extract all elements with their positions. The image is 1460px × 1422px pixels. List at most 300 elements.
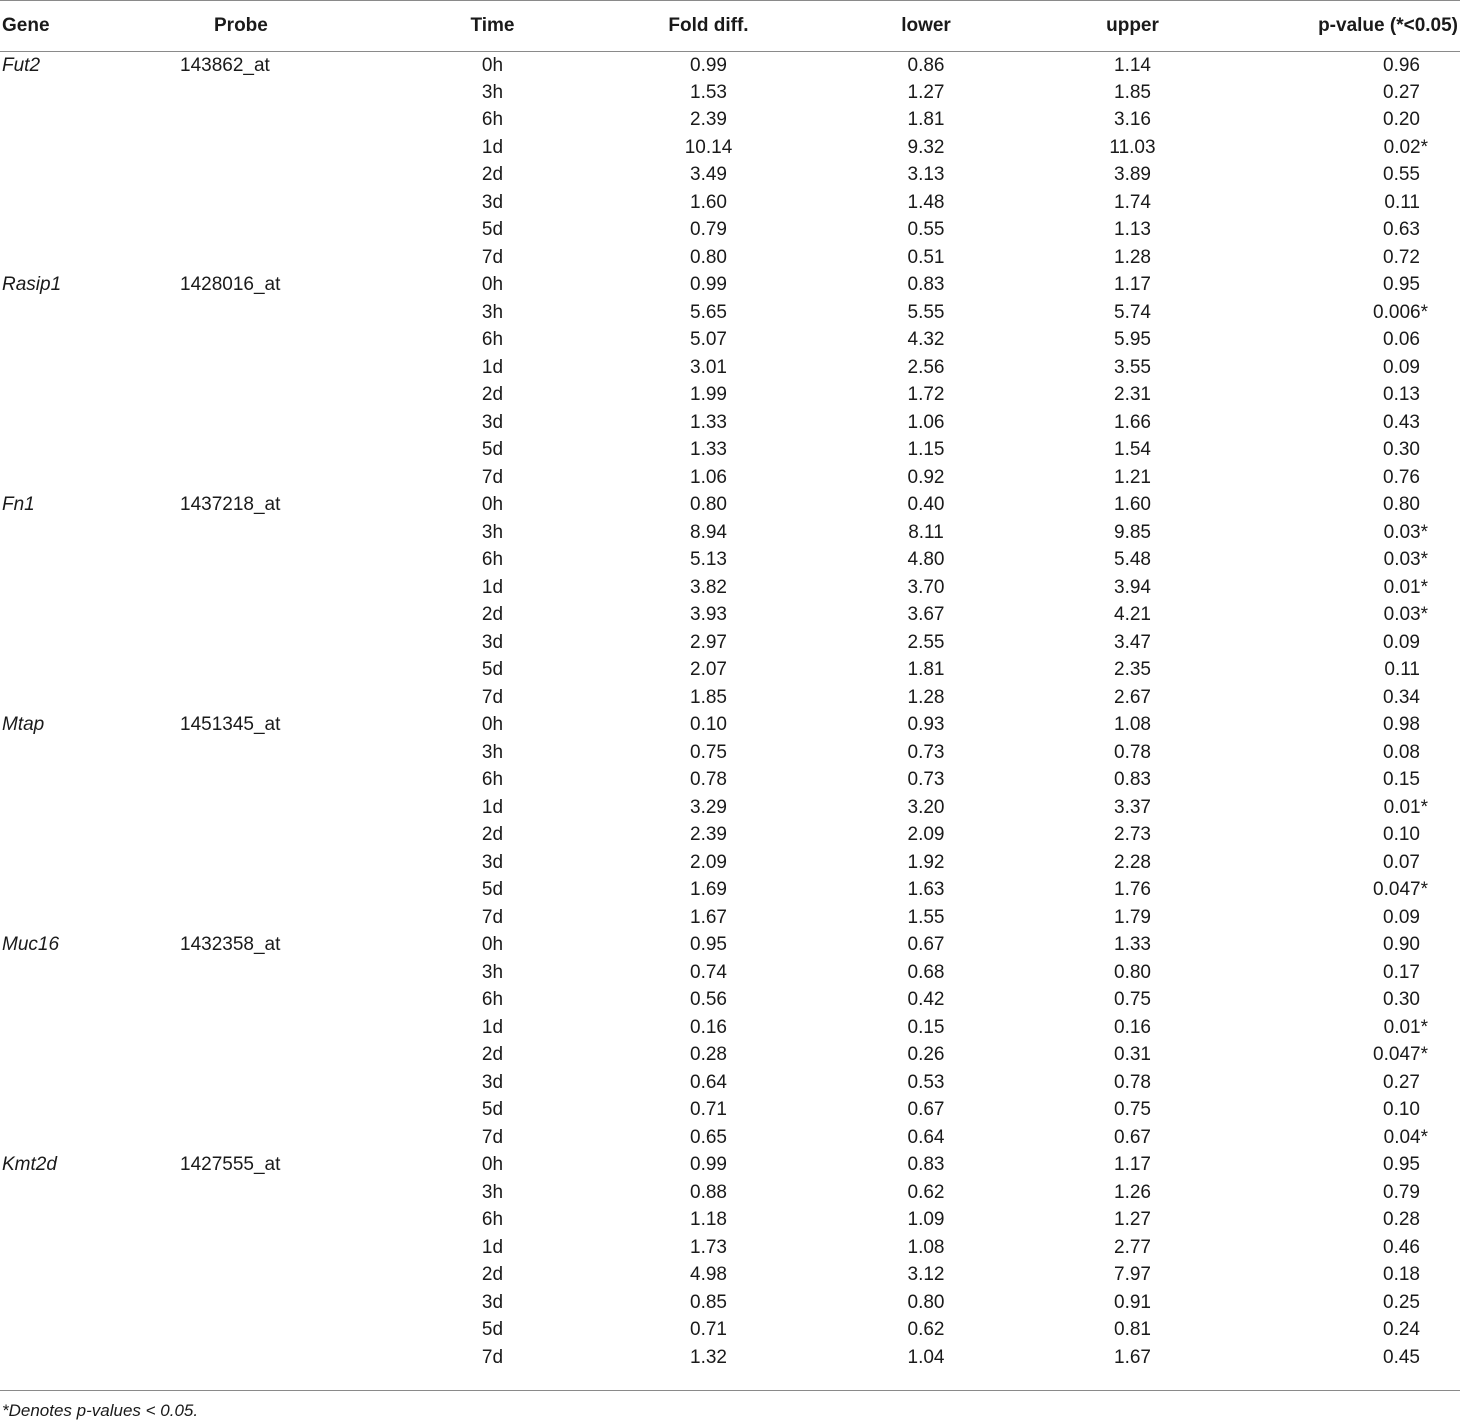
p-value-cell: 0.43	[1383, 411, 1420, 433]
probe-cell	[180, 932, 400, 960]
upper-cell: 3.94	[1114, 576, 1151, 598]
time-cell: 2d	[481, 164, 504, 186]
gene-cell	[0, 1317, 180, 1345]
upper-cell: 1.13	[1114, 219, 1151, 241]
time-cell: 1d	[481, 1236, 504, 1258]
gene-cell	[0, 519, 180, 547]
p-value-cell: 0.01*	[1383, 576, 1428, 598]
p-value-cell: 0.06	[1383, 329, 1420, 351]
table-row	[0, 134, 1460, 162]
upper-cell: 2.67	[1114, 686, 1151, 708]
fold-diff-cell: 4.98	[690, 1264, 727, 1286]
lower-cell: 3.13	[907, 164, 945, 186]
lower-cell: 0.86	[907, 54, 945, 76]
lower-cell: 1.81	[907, 109, 945, 131]
gene-cell	[0, 822, 180, 850]
upper-cell: 1.66	[1114, 411, 1151, 433]
time-cell: 2d	[481, 1044, 504, 1066]
fold-diff-cell: 0.71	[690, 1319, 727, 1341]
time-cell: 5d	[481, 659, 504, 681]
gene-cell	[0, 1069, 180, 1097]
table-row	[0, 1097, 1460, 1125]
probe-id: 1427555_at	[180, 1154, 281, 1176]
probe-cell	[180, 79, 400, 107]
fold-diff-cell: 0.78	[690, 769, 727, 791]
p-value-cell: 0.04*	[1383, 1126, 1428, 1148]
table-row	[0, 1289, 1460, 1317]
lower-cell: 1.08	[907, 1236, 945, 1258]
table-row	[0, 904, 1460, 932]
table-footer	[0, 1390, 1460, 1421]
p-value-cell: 0.55	[1383, 164, 1420, 186]
gene-cell	[0, 574, 180, 602]
lower-cell: 0.62	[907, 1319, 945, 1341]
time-cell: 1d	[481, 1016, 504, 1038]
lower-cell: 8.11	[908, 521, 944, 543]
probe-cell	[180, 574, 400, 602]
probe-cell	[180, 877, 400, 905]
fold-diff-cell: 1.73	[690, 1236, 727, 1258]
header-fold-diff: Fold diff.	[585, 1, 832, 52]
lower-cell: 0.67	[907, 1099, 945, 1121]
upper-cell: 1.60	[1114, 494, 1151, 516]
table-row	[0, 1179, 1460, 1207]
fold-diff-cell: 1.85	[690, 686, 727, 708]
lower-cell: 0.67	[907, 934, 945, 956]
fold-diff-cell: 5.13	[690, 549, 727, 571]
table-row	[0, 1152, 1460, 1180]
gene-cell	[0, 1124, 180, 1152]
upper-cell: 0.75	[1114, 989, 1151, 1011]
lower-cell: 1.04	[907, 1346, 945, 1368]
lower-cell: 1.27	[907, 81, 945, 103]
lower-cell: 5.55	[907, 301, 945, 323]
table-row	[0, 877, 1460, 905]
table-row	[0, 712, 1460, 740]
footnote: *Denotes p-values < 0.05.	[2, 1401, 199, 1420]
p-value-cell: 0.95	[1383, 274, 1420, 296]
upper-cell: 1.21	[1114, 466, 1151, 488]
fold-diff-cell: 0.71	[690, 1099, 727, 1121]
upper-cell: 1.17	[1114, 274, 1151, 296]
upper-cell: 1.14	[1114, 54, 1151, 76]
table-row	[0, 244, 1460, 272]
probe-cell	[180, 547, 400, 575]
probe-cell	[180, 657, 400, 685]
probe-cell	[180, 1317, 400, 1345]
p-value-cell: 0.17	[1383, 961, 1420, 983]
time-cell: 3h	[481, 741, 504, 763]
probe-cell	[180, 712, 400, 740]
upper-cell: 1.76	[1114, 879, 1151, 901]
lower-cell: 3.12	[907, 1264, 945, 1286]
gene-cell	[0, 437, 180, 465]
upper-cell: 5.95	[1114, 329, 1151, 351]
probe-cell	[180, 134, 400, 162]
header-probe: Probe	[180, 1, 400, 52]
gene-name: Fut2	[2, 54, 41, 76]
time-cell: 0h	[481, 54, 504, 76]
fold-diff-cell: 0.79	[690, 219, 727, 241]
table-row	[0, 492, 1460, 520]
time-cell: 2d	[481, 1264, 504, 1286]
p-value-cell: 0.20	[1383, 109, 1420, 131]
gene-name: Rasip1	[2, 274, 62, 296]
upper-cell: 0.80	[1114, 961, 1151, 983]
table-row	[0, 519, 1460, 547]
table-body	[0, 52, 1460, 1372]
upper-cell: 7.97	[1114, 1264, 1151, 1286]
probe-cell	[180, 189, 400, 217]
table-row	[0, 464, 1460, 492]
probe-cell	[180, 1234, 400, 1262]
upper-cell: 0.78	[1114, 1071, 1151, 1093]
p-value-cell: 0.25	[1383, 1291, 1420, 1313]
fold-diff-cell: 0.64	[690, 1071, 727, 1093]
lower-cell: 0.42	[907, 989, 945, 1011]
lower-cell: 0.62	[907, 1181, 945, 1203]
gene-cell	[0, 107, 180, 135]
time-cell: 7d	[481, 466, 504, 488]
p-value-cell: 0.08	[1383, 741, 1420, 763]
time-cell: 5d	[481, 879, 504, 901]
p-value-cell: 0.03*	[1383, 521, 1428, 543]
time-cell: 6h	[481, 769, 504, 791]
time-cell: 1d	[481, 356, 504, 378]
gene-cell	[0, 739, 180, 767]
lower-cell: 1.72	[907, 384, 945, 406]
probe-cell	[180, 987, 400, 1015]
probe-cell	[180, 272, 400, 300]
lower-cell: 2.55	[907, 631, 945, 653]
lower-cell: 2.09	[907, 824, 945, 846]
gene-name: Mtap	[2, 714, 45, 736]
gene-cell	[0, 1042, 180, 1070]
probe-id: 1428016_at	[180, 274, 281, 296]
table-row	[0, 849, 1460, 877]
p-value-cell: 0.27	[1383, 1071, 1420, 1093]
lower-cell: 1.06	[907, 411, 945, 433]
table-row	[0, 1344, 1460, 1372]
table-row	[0, 767, 1460, 795]
fold-diff-cell: 2.09	[690, 851, 727, 873]
p-value-cell: 0.80	[1383, 494, 1420, 516]
upper-cell: 3.16	[1114, 109, 1151, 131]
probe-cell	[180, 1262, 400, 1290]
table-row	[0, 629, 1460, 657]
p-value-cell: 0.047*	[1373, 1044, 1428, 1066]
gene-cell	[0, 354, 180, 382]
lower-cell: 0.83	[907, 274, 945, 296]
table-row	[0, 52, 1460, 80]
fold-diff-cell: 0.74	[690, 961, 727, 983]
gene-cell	[0, 1152, 180, 1180]
upper-cell: 2.77	[1114, 1236, 1151, 1258]
time-cell: 3d	[481, 411, 504, 433]
lower-cell: 0.64	[907, 1126, 945, 1148]
upper-cell: 1.28	[1114, 246, 1151, 268]
lower-cell: 0.83	[907, 1154, 945, 1176]
probe-cell	[180, 1289, 400, 1317]
lower-cell: 1.28	[907, 686, 945, 708]
gene-cell	[0, 657, 180, 685]
gene-cell	[0, 244, 180, 272]
p-value-cell: 0.76	[1383, 466, 1420, 488]
table-row	[0, 1014, 1460, 1042]
gene-cell	[0, 767, 180, 795]
p-value-cell: 0.46	[1383, 1236, 1420, 1258]
upper-cell: 1.79	[1114, 906, 1151, 928]
table-row	[0, 574, 1460, 602]
probe-cell	[180, 684, 400, 712]
time-cell: 0h	[481, 714, 504, 736]
header-gene: Gene	[0, 1, 180, 52]
table-row	[0, 739, 1460, 767]
upper-cell: 0.81	[1114, 1319, 1151, 1341]
gene-cell	[0, 684, 180, 712]
gene-cell	[0, 382, 180, 410]
lower-cell: 1.81	[907, 659, 945, 681]
time-cell: 0h	[481, 274, 504, 296]
probe-cell	[180, 354, 400, 382]
gene-cell	[0, 904, 180, 932]
time-cell: 3d	[481, 851, 504, 873]
lower-cell: 0.51	[907, 246, 945, 268]
probe-cell	[180, 629, 400, 657]
probe-cell	[180, 327, 400, 355]
fold-diff-cell: 0.95	[690, 934, 727, 956]
upper-cell: 9.85	[1114, 521, 1151, 543]
time-cell: 1d	[481, 136, 504, 158]
lower-cell: 3.70	[907, 576, 945, 598]
table-header	[0, 1, 1460, 52]
lower-cell: 0.93	[907, 714, 945, 736]
upper-cell: 1.26	[1114, 1181, 1151, 1203]
fold-diff-cell: 1.33	[690, 411, 727, 433]
probe-cell	[180, 602, 400, 630]
probe-cell	[180, 822, 400, 850]
time-cell: 1d	[481, 576, 504, 598]
upper-cell: 0.83	[1114, 769, 1151, 791]
gene-cell	[0, 932, 180, 960]
upper-cell: 0.16	[1114, 1016, 1151, 1038]
probe-cell	[180, 959, 400, 987]
upper-cell: 1.74	[1114, 191, 1151, 213]
p-value-cell: 0.30	[1383, 439, 1420, 461]
gene-cell	[0, 629, 180, 657]
gene-cell	[0, 712, 180, 740]
time-cell: 3d	[481, 631, 504, 653]
gene-cell	[0, 1262, 180, 1290]
fold-diff-cell: 1.60	[690, 191, 727, 213]
gene-cell	[0, 987, 180, 1015]
upper-cell: 1.17	[1114, 1154, 1151, 1176]
probe-cell	[180, 52, 400, 80]
probe-cell	[180, 1344, 400, 1372]
probe-cell	[180, 464, 400, 492]
lower-cell: 1.55	[907, 906, 945, 928]
table-row	[0, 1207, 1460, 1235]
fold-diff-cell: 3.82	[690, 576, 727, 598]
lower-cell: 1.63	[907, 879, 945, 901]
lower-cell: 0.92	[907, 466, 945, 488]
upper-cell: 5.48	[1114, 549, 1151, 571]
p-value-cell: 0.07	[1383, 851, 1420, 873]
time-cell: 3h	[481, 1181, 504, 1203]
probe-cell	[180, 1042, 400, 1070]
gene-cell	[0, 464, 180, 492]
time-cell: 3d	[481, 1071, 504, 1093]
upper-cell: 0.31	[1114, 1044, 1151, 1066]
lower-cell: 0.73	[907, 741, 945, 763]
lower-cell: 1.92	[907, 851, 945, 873]
time-cell: 3h	[481, 961, 504, 983]
time-cell: 3d	[481, 1291, 504, 1313]
lower-cell: 4.32	[907, 329, 945, 351]
lower-cell: 0.68	[907, 961, 945, 983]
header-time: Time	[400, 1, 585, 52]
table-row	[0, 987, 1460, 1015]
lower-cell: 4.80	[907, 549, 945, 571]
header-lower: lower	[832, 1, 1020, 52]
gene-name: Fn1	[2, 494, 35, 516]
upper-cell: 4.21	[1114, 604, 1151, 626]
lower-cell: 0.53	[907, 1071, 945, 1093]
table-row	[0, 1042, 1460, 1070]
fold-diff-cell: 1.53	[690, 81, 727, 103]
fold-diff-cell: 2.07	[690, 659, 727, 681]
gene-cell	[0, 52, 180, 80]
gene-cell	[0, 1014, 180, 1042]
fold-diff-cell: 1.99	[690, 384, 727, 406]
table-row	[0, 1262, 1460, 1290]
fold-diff-cell: 0.16	[690, 1016, 727, 1038]
probe-cell	[180, 217, 400, 245]
p-value-cell: 0.10	[1383, 824, 1420, 846]
table-row	[0, 299, 1460, 327]
header-upper: upper	[1020, 1, 1245, 52]
probe-cell	[180, 1014, 400, 1042]
fold-diff-cell: 1.32	[690, 1346, 727, 1368]
table-row	[0, 437, 1460, 465]
fold-diff-cell: 0.99	[690, 54, 727, 76]
time-cell: 7d	[481, 686, 504, 708]
table-row	[0, 217, 1460, 245]
fold-diff-cell: 0.99	[690, 274, 727, 296]
fold-diff-cell: 0.85	[690, 1291, 727, 1313]
upper-cell: 2.73	[1114, 824, 1151, 846]
upper-cell: 0.91	[1114, 1291, 1151, 1313]
table-row	[0, 1234, 1460, 1262]
gene-cell	[0, 1234, 180, 1262]
probe-id: 1451345_at	[180, 714, 281, 736]
p-value-cell: 0.90	[1383, 934, 1420, 956]
gene-cell	[0, 1179, 180, 1207]
table-row	[0, 1124, 1460, 1152]
probe-cell	[180, 1152, 400, 1180]
table-row	[0, 932, 1460, 960]
time-cell: 0h	[481, 1154, 504, 1176]
time-cell: 7d	[481, 1346, 504, 1368]
table-row	[0, 959, 1460, 987]
probe-cell	[180, 519, 400, 547]
p-value-cell: 0.09	[1383, 906, 1420, 928]
probe-id: 1437218_at	[180, 494, 281, 516]
probe-cell	[180, 382, 400, 410]
time-cell: 3h	[481, 81, 504, 103]
upper-cell: 1.54	[1114, 439, 1151, 461]
upper-cell: 0.67	[1114, 1126, 1151, 1148]
upper-cell: 2.28	[1114, 851, 1151, 873]
time-cell: 5d	[481, 219, 504, 241]
time-cell: 6h	[481, 329, 504, 351]
gene-cell	[0, 1289, 180, 1317]
probe-cell	[180, 437, 400, 465]
table-row	[0, 602, 1460, 630]
fold-diff-cell: 0.10	[690, 714, 727, 736]
table-row	[0, 547, 1460, 575]
p-value-cell: 0.09	[1383, 631, 1420, 653]
time-cell: 3h	[481, 301, 504, 323]
p-value-cell: 0.11	[1384, 191, 1420, 213]
p-value-cell: 0.98	[1383, 714, 1420, 736]
fold-diff-cell: 3.93	[690, 604, 727, 626]
upper-cell: 1.85	[1114, 81, 1151, 103]
time-cell: 7d	[481, 1126, 504, 1148]
time-cell: 3d	[481, 191, 504, 213]
time-cell: 7d	[481, 246, 504, 268]
table-row	[0, 1069, 1460, 1097]
table-row	[0, 657, 1460, 685]
probe-cell	[180, 794, 400, 822]
p-value-cell: 0.63	[1383, 219, 1420, 241]
gene-cell	[0, 299, 180, 327]
upper-cell: 0.78	[1114, 741, 1151, 763]
table-row	[0, 822, 1460, 850]
time-cell: 7d	[481, 906, 504, 928]
gene-cell	[0, 1344, 180, 1372]
probe-cell	[180, 739, 400, 767]
fold-diff-cell: 0.65	[690, 1126, 727, 1148]
gene-cell	[0, 877, 180, 905]
fold-diff-cell: 0.80	[690, 494, 727, 516]
time-cell: 5d	[481, 439, 504, 461]
probe-cell	[180, 767, 400, 795]
p-value-cell: 0.01*	[1383, 796, 1428, 818]
p-value-cell: 0.01*	[1383, 1016, 1428, 1038]
p-value-cell: 0.30	[1383, 989, 1420, 1011]
table-row	[0, 107, 1460, 135]
time-cell: 6h	[481, 989, 504, 1011]
time-cell: 2d	[481, 384, 504, 406]
fold-diff-cell: 0.80	[690, 246, 727, 268]
gene-cell	[0, 217, 180, 245]
p-value-cell: 0.10	[1383, 1099, 1420, 1121]
probe-cell	[180, 492, 400, 520]
p-value-cell: 0.72	[1383, 246, 1420, 268]
lower-cell: 0.15	[907, 1016, 945, 1038]
fold-diff-cell: 1.69	[690, 879, 727, 901]
upper-cell: 1.27	[1114, 1209, 1151, 1231]
table-row	[0, 79, 1460, 107]
fold-diff-cell: 2.39	[690, 824, 727, 846]
upper-cell: 0.75	[1114, 1099, 1151, 1121]
p-value-cell: 0.34	[1383, 686, 1420, 708]
gene-cell	[0, 547, 180, 575]
p-value-cell: 0.45	[1383, 1346, 1420, 1368]
p-value-cell: 0.95	[1383, 1154, 1420, 1176]
probe-cell	[180, 107, 400, 135]
